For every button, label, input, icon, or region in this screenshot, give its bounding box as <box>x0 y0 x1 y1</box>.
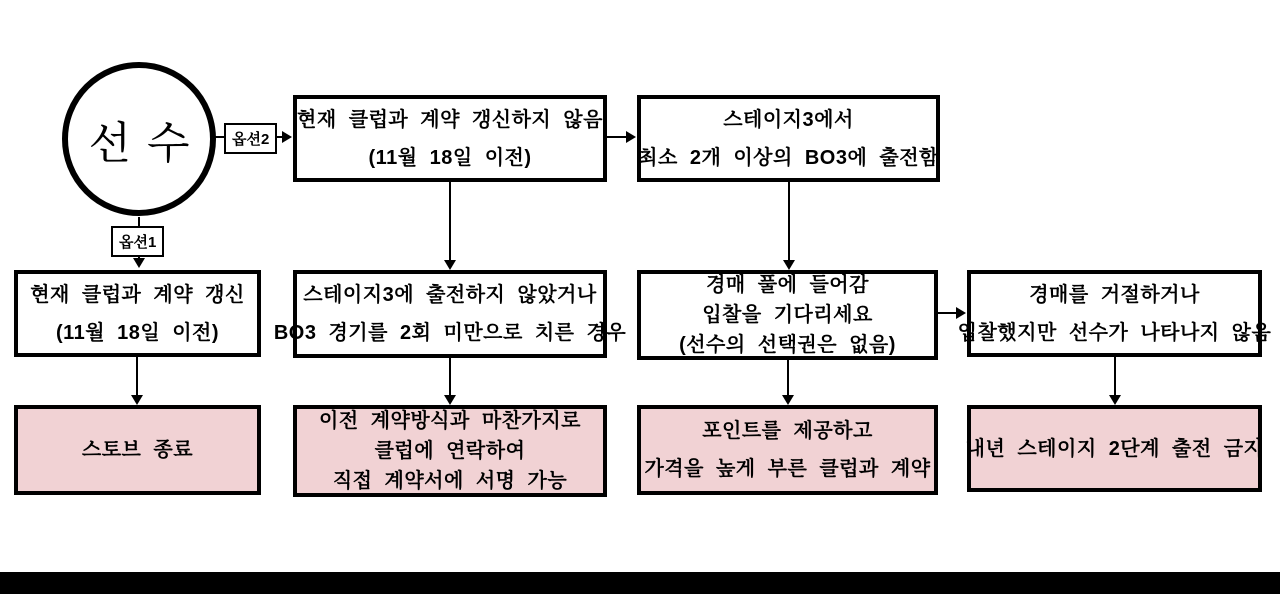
connector-renewal-to-stove-end <box>136 357 138 397</box>
connector-stage3-to-auction <box>788 182 790 262</box>
arrowhead-down-icon <box>444 395 456 405</box>
arrowhead-down-icon <box>444 260 456 270</box>
node-text: 직접 계약서에 서명 가능 <box>332 470 568 492</box>
arrowhead-right-icon <box>282 131 292 143</box>
arrowhead-right-icon <box>956 307 966 319</box>
node-text: 입찰했지만 선수가 나타나지 않음 <box>957 321 1272 344</box>
node-text: 포인트를 제공하고 <box>702 420 873 442</box>
node-text: (선수의 선택권은 없음) <box>679 334 896 356</box>
node-text: 경매를 거절하거나 <box>1029 283 1200 306</box>
arrowhead-down-icon <box>131 395 143 405</box>
arrowhead-right-icon <box>626 131 636 143</box>
outcome-direct-contract <box>293 405 607 497</box>
arrowhead-down-icon <box>783 260 795 270</box>
node-text: 가격을 높게 부른 클럽과 계약 <box>644 458 931 480</box>
node-renewal <box>14 270 261 357</box>
node-text: 클럽에 연락하여 <box>374 440 526 462</box>
node-text: 스테이지3에 출전하지 않았거나 <box>303 284 597 306</box>
bottom-black-bar <box>0 572 1280 594</box>
connector-rejected-to-ban <box>1114 357 1116 397</box>
node-auction-rejected <box>957 270 1272 357</box>
arrowhead-down-icon <box>782 395 794 405</box>
node-text: 현재 클럽과 계약 갱신 <box>30 283 245 306</box>
node-auction-pool <box>637 270 938 360</box>
node-no-stage3 <box>273 270 627 358</box>
node-text: 스테이지3에서 <box>723 108 854 131</box>
node-text: 경매 풀에 들어감 <box>706 274 869 296</box>
node-text: (11월 18일 이전) <box>368 146 532 169</box>
node-text: BO3 경기를 2회 미만으로 치른 경우 <box>273 322 627 344</box>
connector-auction-to-bidder <box>787 360 789 397</box>
start-node-label: 선수 <box>88 119 206 168</box>
edge-label-option1: 옵션1 <box>111 226 164 257</box>
node-text: 이전 계약방식과 마찬가지로 <box>319 410 581 432</box>
node-text: 입찰을 기다리세요 <box>702 304 873 326</box>
node-text: 최소 2개 이상의 BO3에 출전함 <box>638 146 939 169</box>
node-text: 현재 클럽과 계약 갱신하지 않음 <box>297 108 603 131</box>
node-no-renewal <box>293 95 607 182</box>
node-text: (11월 18일 이전) <box>55 321 220 344</box>
outcome-highest-bidder <box>637 405 938 495</box>
node-stage3-played <box>637 95 940 182</box>
outcome-stove-end <box>14 405 261 495</box>
start-node-player <box>62 62 216 216</box>
node-text: 내년 스테이지 2단계 출전 금지 <box>965 437 1264 460</box>
outcome-stage2-ban <box>967 405 1262 492</box>
arrowhead-down-icon <box>133 258 145 268</box>
arrowhead-down-icon <box>1109 395 1121 405</box>
node-text: 스토브 종료 <box>81 439 194 461</box>
connector-no-renewal-to-no-stage3 <box>449 182 451 262</box>
edge-label-option2: 옵션2 <box>224 123 277 154</box>
connector-no-stage3-to-direct <box>449 358 451 397</box>
